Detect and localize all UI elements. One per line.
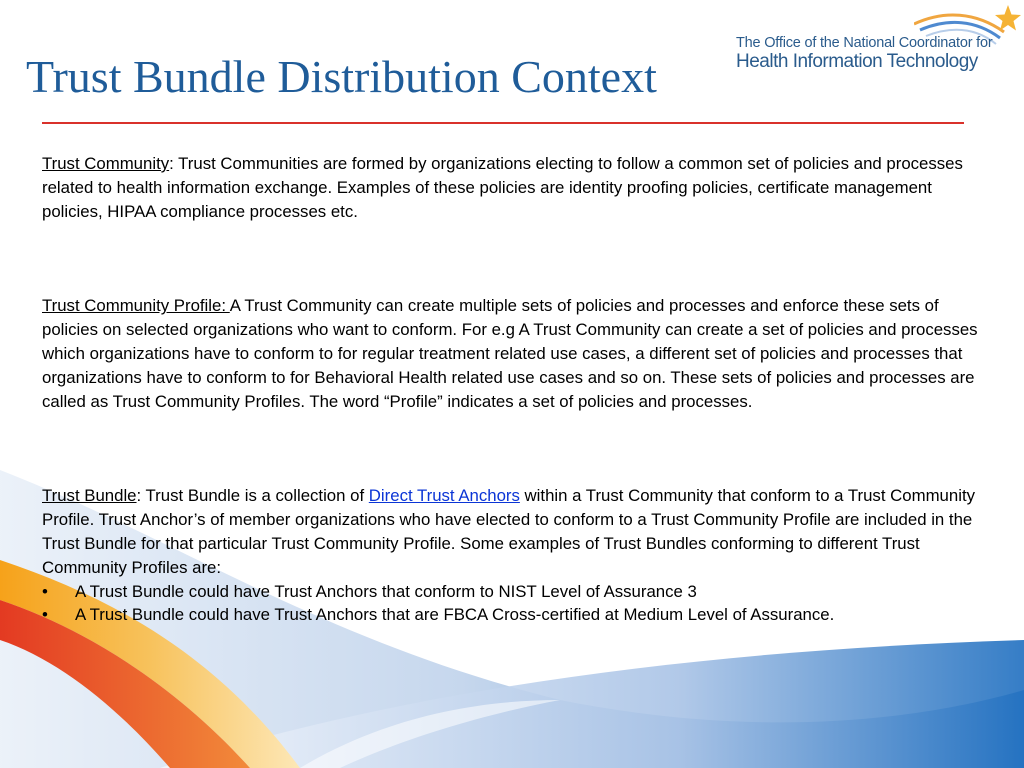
onc-logo xyxy=(736,2,1022,72)
term-trust-community: Trust Community xyxy=(42,154,170,173)
trust-community-profile-definition: A Trust Community can create multiple sets of policies and processes and enforce these sets of policies on selected organizations who want to conform. For e.g A Trust Community can create a set of policies and processes which organizations have to conform to for regular treatment related use cases, a different set of policies and processes that organizations have to conform to for Behavioral Health related use cases and so on. These sets of policies and processes are called as Trust Community Profiles. The word “Profile” indicates a set of policies and processes. xyxy=(42,296,978,411)
trust-bundle-definition-end: within a Trust Community that conform to a Trust Community Profile. Trust Anchor’s of member organizations who have elected to conform to a Trust Community Profile are included in the Trust Bundle for that particular Trust Community Profile. Some examples of Trust Bundles conforming to different Trust Community Profiles are: xyxy=(42,486,975,577)
bullet-icon: • xyxy=(42,605,48,625)
list-item-text: A Trust Bundle could have Trust Anchors that conform to NIST Level of Assurance 3 xyxy=(75,581,697,601)
direct-trust-anchors-link[interactable]: Direct Trust Anchors xyxy=(368,486,520,506)
trust-bundle-definition-start: : Trust Bundle is a collection of xyxy=(136,486,369,506)
bullet-icon: • xyxy=(42,581,48,601)
term-trust-bundle: Trust Bundle xyxy=(42,486,137,506)
list-item xyxy=(42,580,996,604)
term-trust-community-profile: Trust Community Profile: xyxy=(42,296,230,316)
slide-body xyxy=(42,152,996,627)
title-divider xyxy=(42,122,964,124)
trust-bundle-paragraph xyxy=(42,484,996,579)
trust-community-profile-paragraph xyxy=(42,294,996,413)
trust-community-definition: : Trust Communities are formed by organizations electing to follow a common set of policies and processes related to health information exchange. Examples of these policies are identity proofing policies, certificate management policies, HIPAA compliance processes etc. xyxy=(42,154,963,221)
trust-bundle-examples-list xyxy=(42,580,996,628)
trust-community-paragraph xyxy=(42,152,996,223)
list-item-text: A Trust Bundle could have Trust Anchors that are FBCA Cross-certified at Medium Level of Assurance. xyxy=(75,605,835,625)
logo-line-2: Health Information Technology xyxy=(736,51,978,72)
slide-title: Trust Bundle Distribution Context xyxy=(26,51,657,102)
list-item xyxy=(42,603,996,627)
logo-line-1: The Office of the National Coordinator for xyxy=(736,35,993,51)
